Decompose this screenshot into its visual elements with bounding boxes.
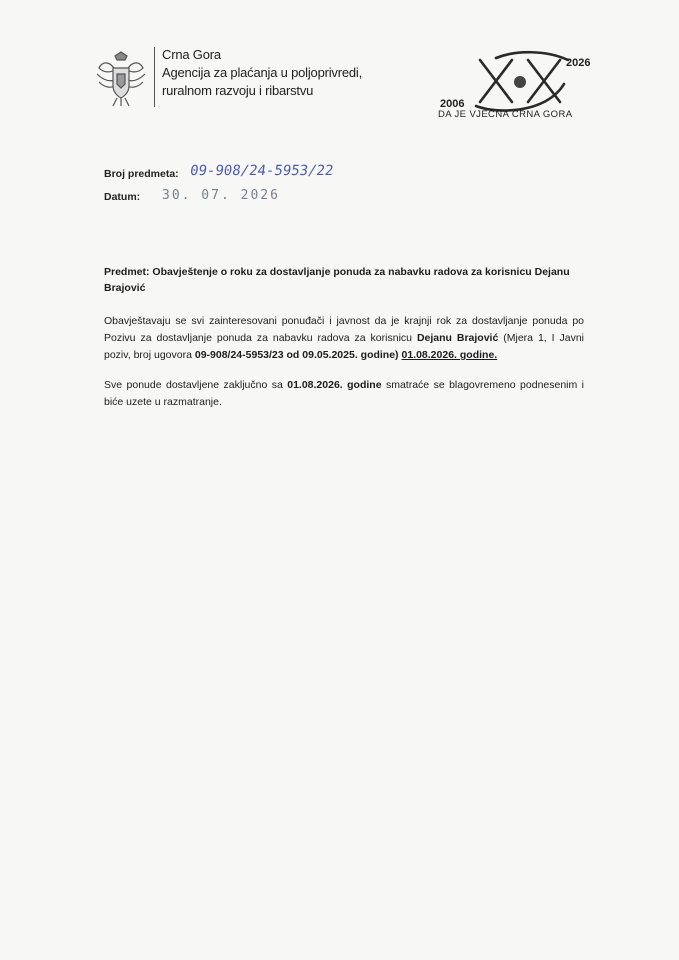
notice-text-2: (Mjera 1, I Javni poziv, broj ugovora [104, 332, 585, 361]
notice-text-1: Obavještavaju se svi zainteresovani ponuđači i javnost da je krajnji rok za dostavljanje ponuda po Pozivu za dostavljanje ponuda za nabavku radova za korisnicu [104, 315, 584, 344]
organization-name [162, 46, 362, 100]
date-stamp-value: 30. 07. 2026 [162, 188, 280, 203]
date-label: Datum: [104, 191, 141, 203]
deadline-date: 01.08.2026. godine. [401, 349, 498, 361]
beneficiary-name: Dejanu Brajović [416, 332, 499, 344]
jubilee-motto: DA JE VJEČNA CRNA GORA [438, 109, 573, 120]
coat-of-arms-icon [93, 50, 149, 108]
consideration-date: 01.08.2026. godine [287, 379, 382, 391]
notice-paragraph [104, 313, 584, 364]
jubilee-year-start: 2006 [440, 98, 465, 110]
jubilee-year-end: 2026 [566, 57, 591, 69]
consideration-text-2: smatraće se blagovremeno podnesenim i biće uzete u razmatranje. [104, 379, 585, 408]
consideration-paragraph [104, 377, 584, 411]
org-line-agency-cont: ruralnom razvoju i ribarstvu [162, 83, 314, 98]
header-divider [154, 47, 155, 107]
consideration-text-1: Sve ponude dostavljene zaključno sa [104, 379, 288, 391]
case-number-value: 09-908/24-5953/22 [188, 163, 335, 179]
org-line-agency: Agencija za plaćanja u poljoprivredi, [162, 65, 363, 80]
contract-reference: 09-908/24-5953/23 od 09.05.2025. godine) [194, 349, 399, 361]
org-line-country: Crna Gora [162, 47, 221, 62]
subject-line: Predmet: Obavještenje o roku za dostavljanje ponuda za nabavku radova za korisnicu Dejanu Brajović [104, 266, 570, 294]
case-number-label: Broj predmeta: [104, 168, 179, 180]
